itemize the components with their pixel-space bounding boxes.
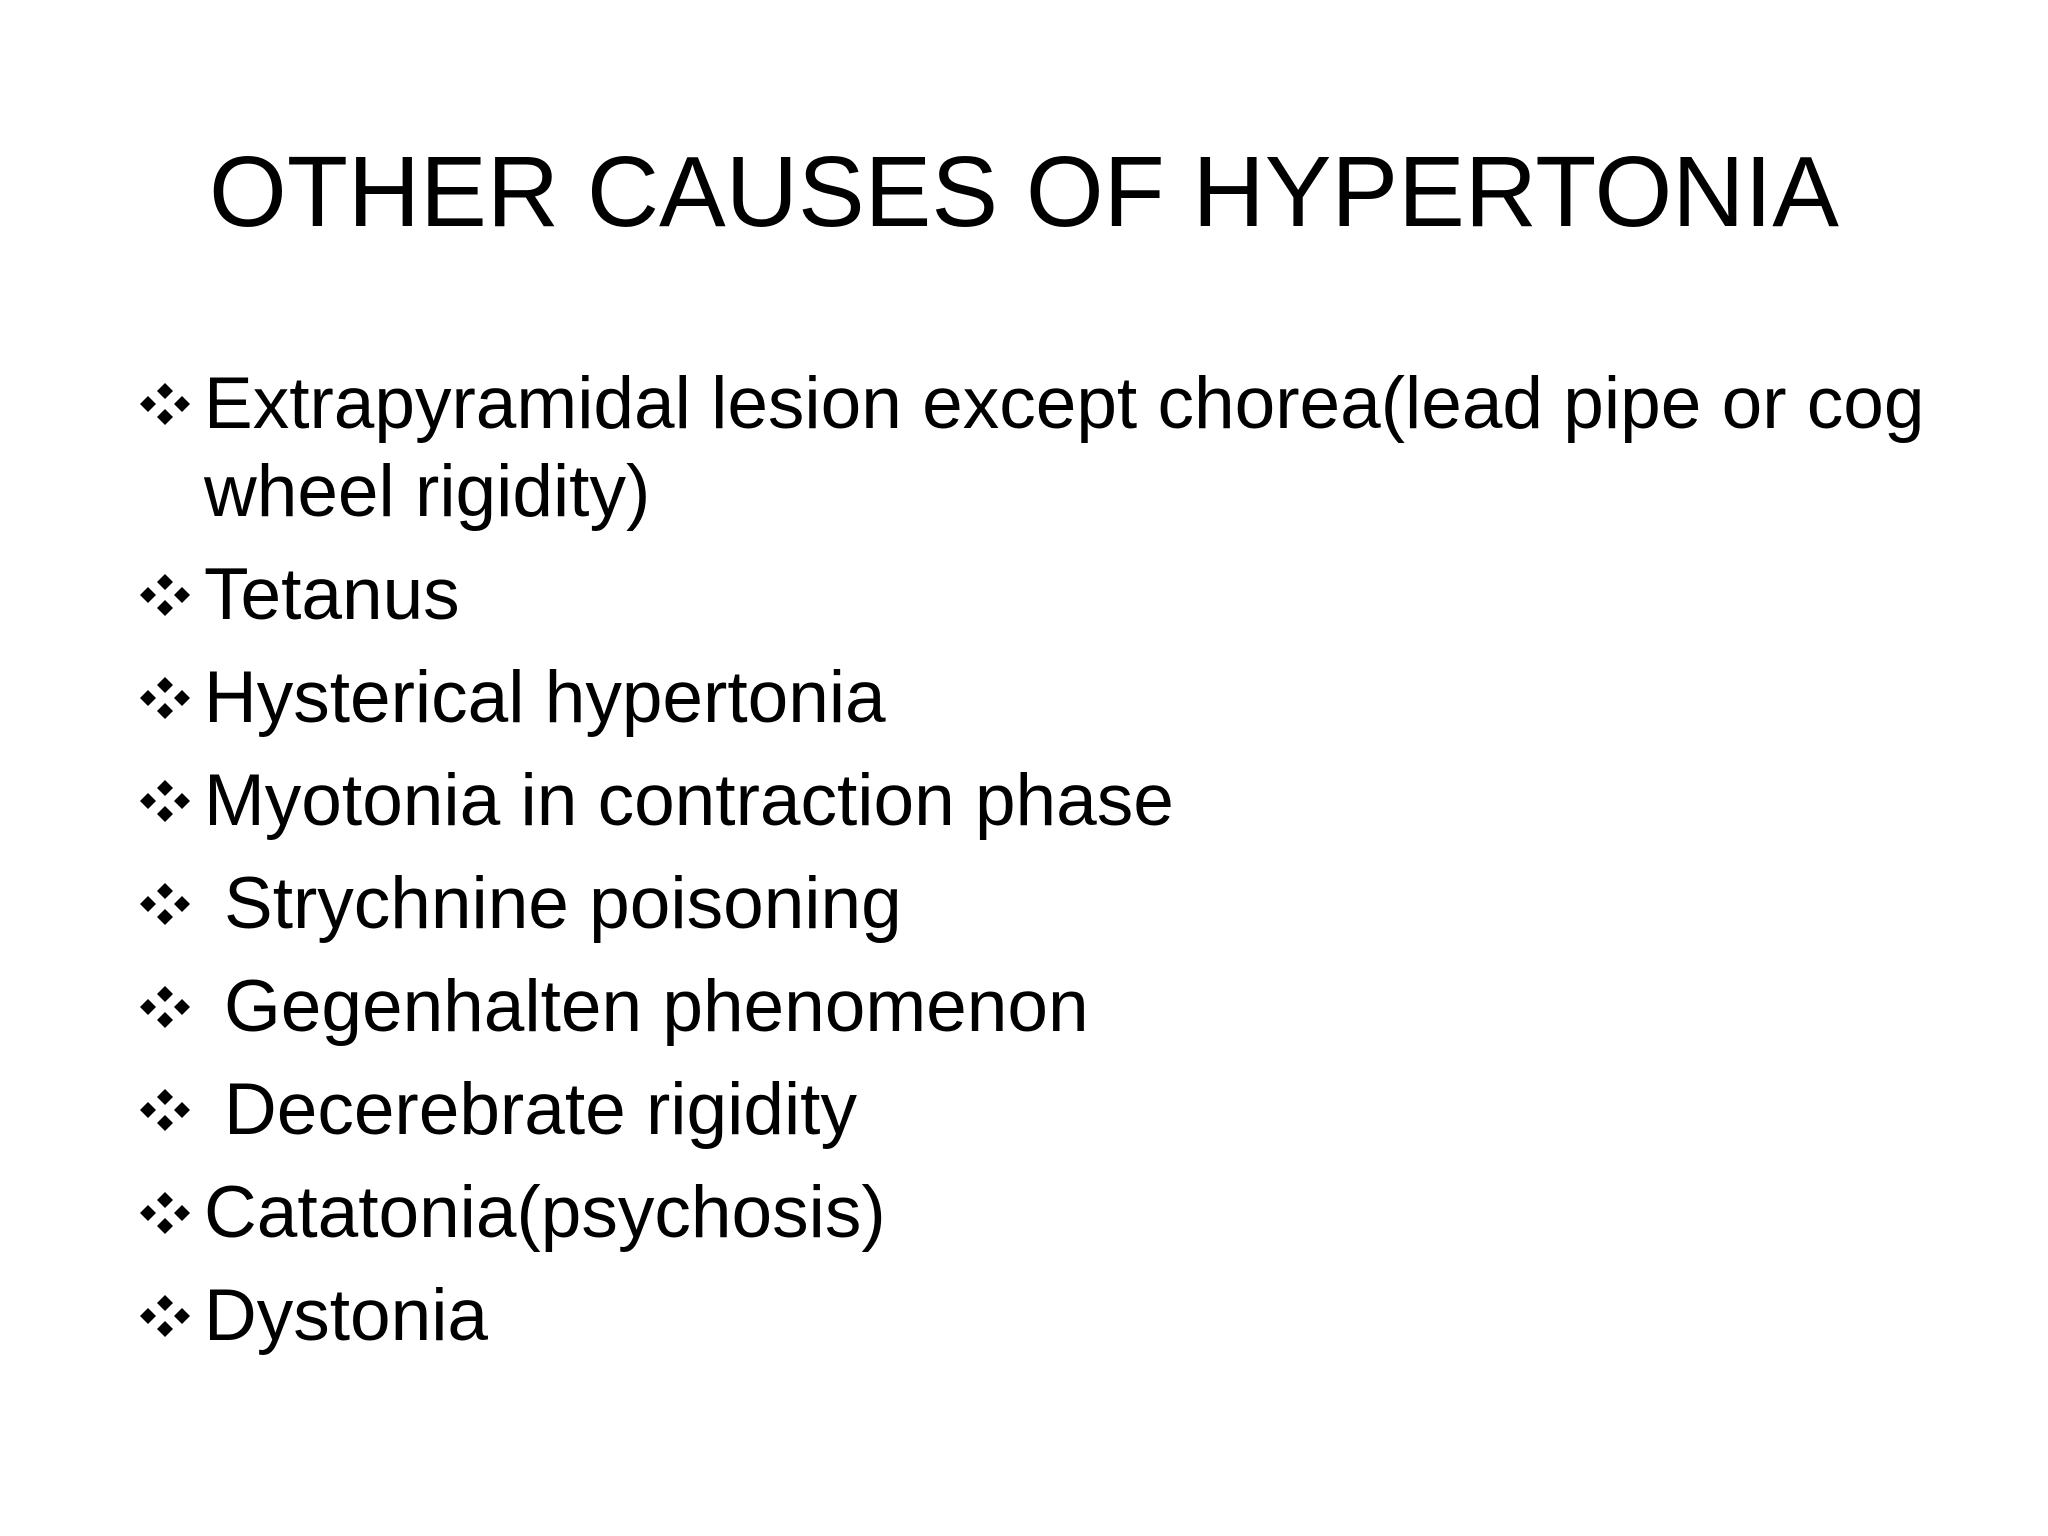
bullet-item [134, 654, 1934, 742]
bullet-item [134, 860, 1934, 948]
bullet-text: Gegenhalten phenomenon [224, 966, 1089, 1047]
bullet-text: Tetanus [204, 554, 460, 635]
bullet-item [134, 551, 1934, 639]
four-diamond-bullet-icon [134, 573, 196, 617]
four-diamond-bullet-icon [134, 1294, 196, 1338]
four-diamond-bullet-icon [134, 676, 196, 720]
bullet-text: Hysterical hypertonia [204, 657, 886, 738]
four-diamond-bullet-icon [134, 1191, 196, 1235]
bullet-item [134, 1272, 1934, 1360]
four-diamond-bullet-icon [134, 882, 196, 926]
bullet-item [134, 757, 1934, 845]
bullet-text: Myotonia in contraction phase [204, 760, 1174, 841]
slide-title: OTHER CAUSES OF HYPERTONIA [209, 136, 1839, 248]
bullet-item [134, 1066, 1934, 1154]
four-diamond-bullet-icon [134, 779, 196, 823]
bullet-item [134, 963, 1934, 1051]
bullet-text: Decerebrate rigidity [224, 1069, 857, 1150]
four-diamond-bullet-icon [134, 985, 196, 1029]
bullet-list [134, 360, 1934, 1375]
bullet-text: Catatonia(psychosis) [204, 1172, 886, 1253]
four-diamond-bullet-icon [134, 1088, 196, 1132]
bullet-text: Extrapyramidal lesion except chorea(lead pipe or cog wheel rigidity) [204, 363, 1925, 532]
bullet-item [134, 360, 1934, 536]
four-diamond-bullet-icon [134, 382, 196, 426]
bullet-text: Dystonia [204, 1275, 489, 1356]
bullet-item [134, 1169, 1934, 1257]
bullet-text: Strychnine poisoning [224, 863, 902, 944]
